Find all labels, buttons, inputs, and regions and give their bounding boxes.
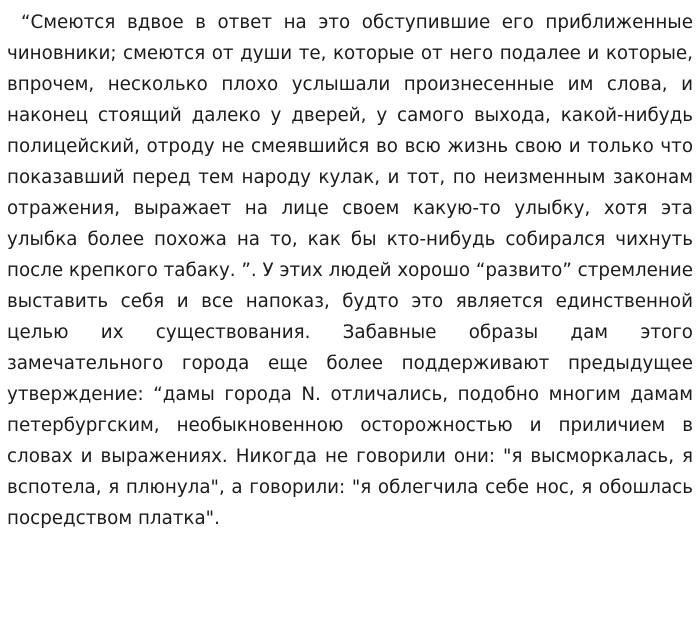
essay-paragraph: “Смеются вдвое в ответ на это обступившие его приближенные чиновники; смеются от души те, которые от него подалее и которые, впрочем, несколько плохо услышали произнесенные им слова, и наконец стоящий далеко у дверей, у самого выхода, какой-нибудь полицейский, отроду не смеявшийся во всю жизнь свою и только что показавший перед тем народу кулак, и тот, по неизменным законам отражения, выражает на лице своем какую-то улыбку, хотя эта улыбка более похожа на то, как бы кто-нибудь собирался чихнуть после крепкого табаку. ”. У этих людей хорошо “развито” стремление выставить себя и все напоказ, будто это является единственной целью их существования. Забавные образы дам этого замечательного города еще более поддерживают предыдущее утверждение: “дамы города N. отличались, подобно многим дамам петербургским, необыкновенною осторожностью и приличием в словах и выражениях. Никогда не говорили они: "я высморкалась, я вспотела, я плюнула", а говорили: "я облегчила себе нос, я обошлась посредством платка".	[7, 12, 693, 529]
document-body	[7, 7, 693, 534]
